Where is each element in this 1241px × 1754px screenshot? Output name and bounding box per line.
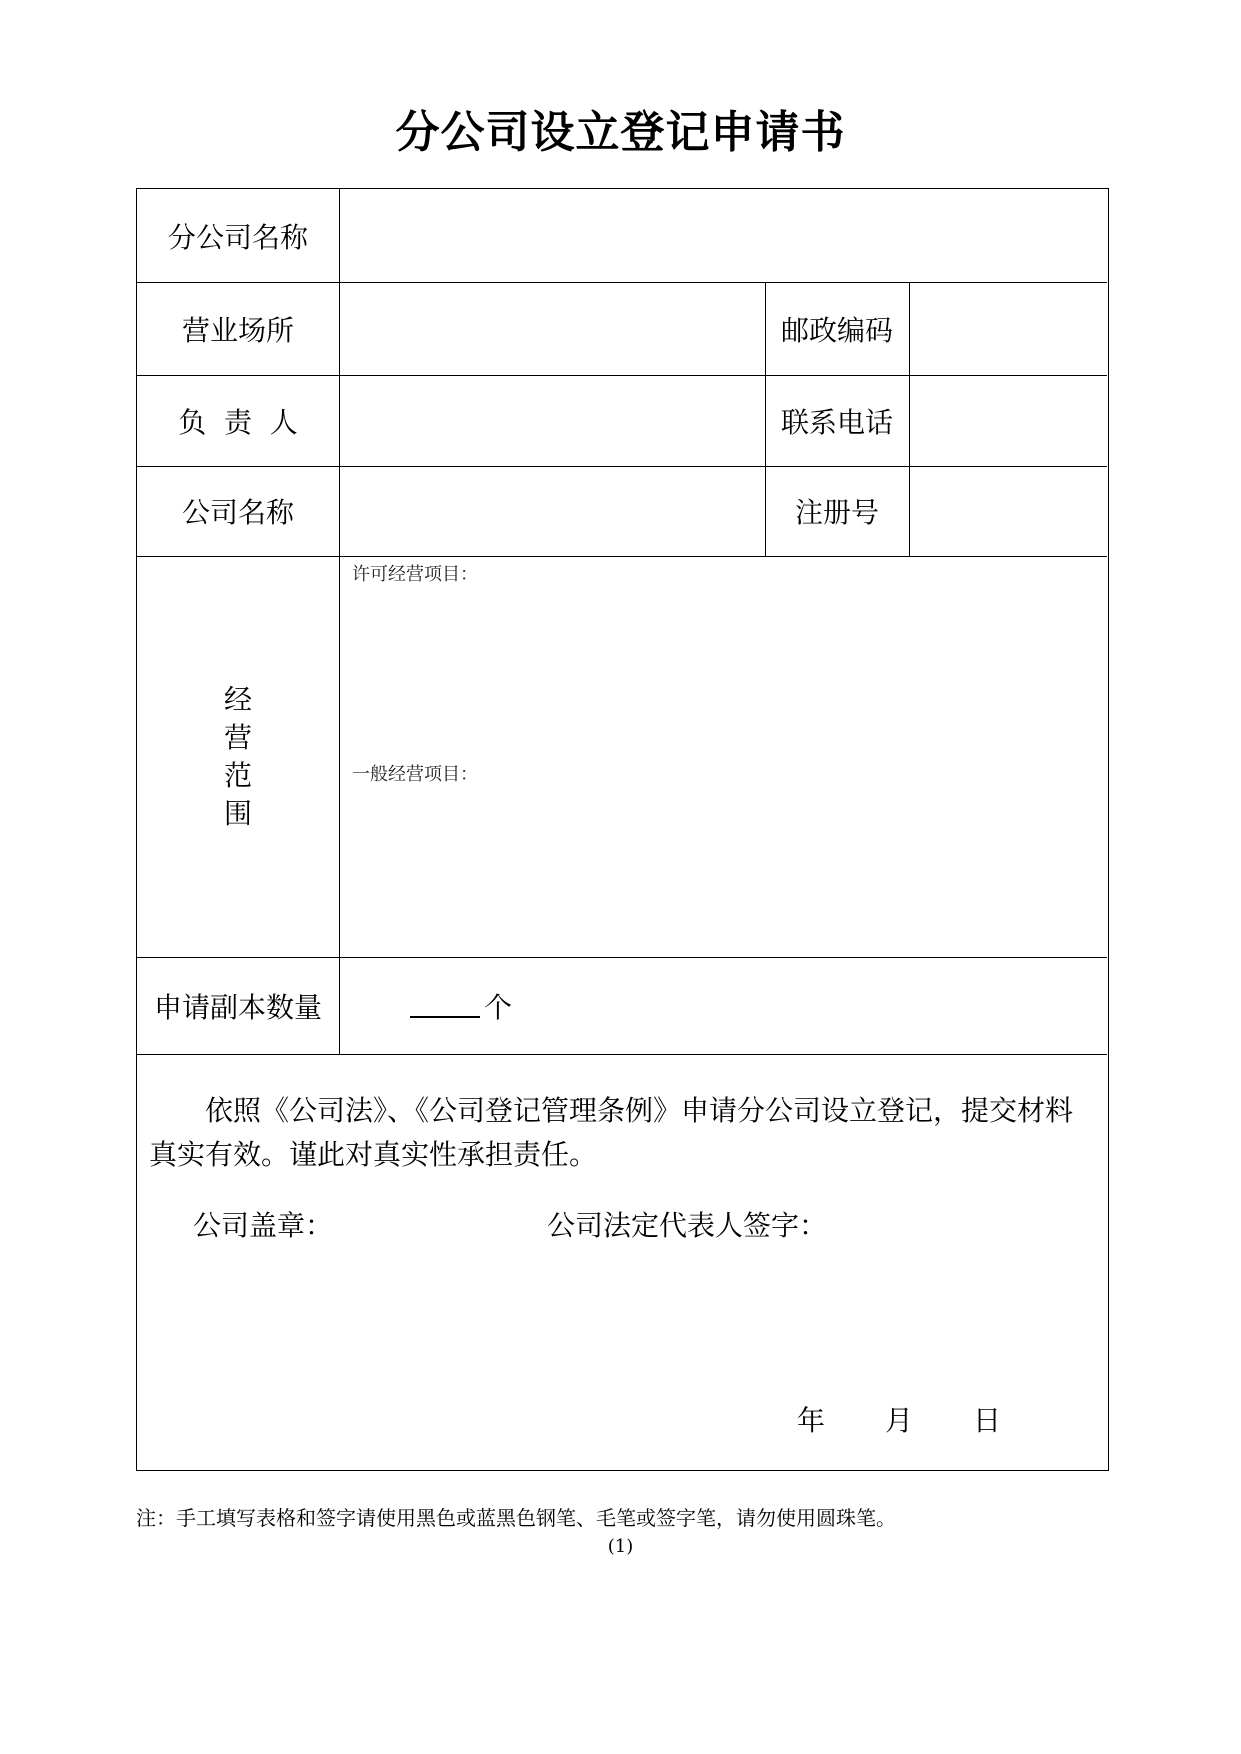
phone-label: 联系电话: [780, 405, 893, 439]
month-label: 月: [885, 1404, 914, 1437]
general-items-label: 一般经营项目：: [352, 764, 478, 785]
application-form: [136, 188, 1109, 1471]
licensed-items-field[interactable]: [341, 589, 1105, 749]
scope-char: 范: [223, 758, 252, 792]
copies-unit: 个: [483, 990, 512, 1024]
licensed-items-label: 许可经营项目：: [352, 564, 478, 585]
page-number: (1): [607, 1536, 634, 1557]
manager-field[interactable]: [341, 377, 763, 465]
company-name-field[interactable]: [341, 468, 763, 555]
registration-number-field[interactable]: [911, 468, 1105, 555]
declaration-text: 依照《公司法》、《公司登记管理条例》申请分公司设立登记，提交材料真实有效。谨此对真实性承担责任。: [149, 1094, 1074, 1171]
branch-name-field[interactable]: [341, 191, 1105, 281]
row-divider: [137, 1054, 1107, 1055]
day-label: 日: [973, 1404, 1002, 1437]
postcode-label: 邮政编码: [780, 313, 893, 347]
branch-name-label: 分公司名称: [167, 220, 308, 254]
registration-number-label: 注册号: [794, 496, 879, 529]
seal-label: 公司盖章：: [193, 1209, 334, 1242]
postcode-field[interactable]: [911, 284, 1105, 374]
footer-note: 注：手工填写表格和签字请使用黑色或蓝黑色钢笔、毛笔或签字笔，请勿使用圆珠笔。: [136, 1506, 896, 1530]
column-divider: [909, 282, 910, 556]
signature-label: 公司法定代表人签字：: [547, 1209, 828, 1242]
company-seal-area[interactable]: [193, 1249, 493, 1389]
copies-input-line[interactable]: [410, 1016, 480, 1018]
premises-field[interactable]: [341, 284, 763, 374]
company-name-label: 公司名称: [181, 496, 294, 529]
column-divider: [339, 189, 340, 1054]
legal-rep-signature-area[interactable]: [547, 1249, 1047, 1389]
business-scope-label: [137, 556, 339, 957]
page-title: 分公司设立登记申请书: [395, 107, 846, 158]
manager-label: 负 责 人: [178, 405, 298, 439]
scope-char: 围: [223, 796, 252, 830]
general-items-field[interactable]: [341, 789, 1105, 955]
scope-char: 经: [223, 682, 252, 716]
premises-label: 营业场所: [181, 313, 294, 347]
year-label: 年: [797, 1404, 826, 1437]
scope-char: 营: [223, 720, 252, 754]
phone-field[interactable]: [911, 377, 1105, 465]
copies-label: 申请副本数量: [153, 990, 322, 1024]
